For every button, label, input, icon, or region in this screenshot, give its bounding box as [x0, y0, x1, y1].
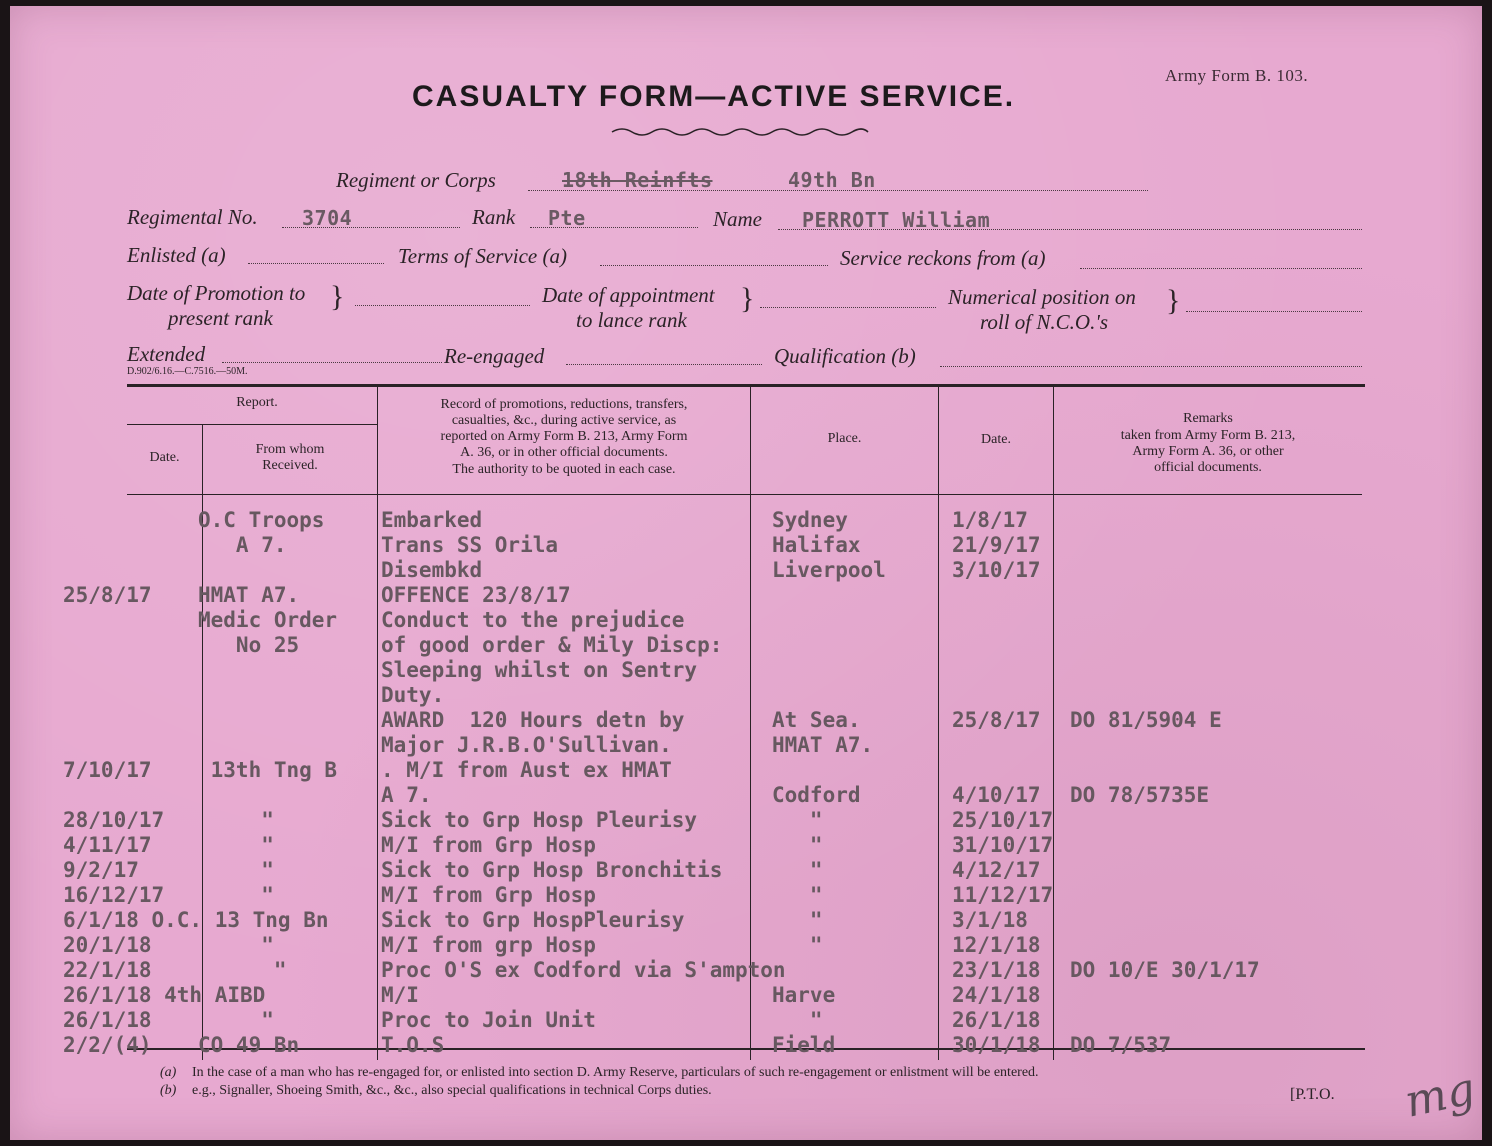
- printer-code: D.902/6.16.—C.7516.—50M.: [127, 366, 248, 377]
- report-date-header: Date.: [149, 450, 180, 465]
- enlisted-label: Enlisted (a): [127, 243, 226, 267]
- appointment-label-line2: to lance rank: [576, 308, 687, 332]
- form-number: Army Form B. 103.: [1165, 66, 1309, 85]
- regimental-no-value: 3704: [302, 206, 353, 230]
- remarks-column: DO 81/5904 E DO 78/5735E DO 10/E 30/1/17 DO 7/537: [1070, 708, 1260, 1057]
- promotion-label-line2: present rank: [168, 306, 273, 330]
- regimental-no-label: Regimental No.: [127, 205, 258, 229]
- regiment-label: Regiment or Corps: [336, 168, 496, 192]
- regiment-struck-value: 18th Reinfts: [562, 168, 713, 192]
- handwritten-initials: mg: [1400, 1063, 1480, 1128]
- date-header: Date.: [981, 432, 1011, 447]
- name-value: PERROTT William: [802, 208, 991, 232]
- date-column: 1/8/17 21/9/17 3/10/17 25/8/17 4/10/17 25/10/17 31/10/17 4/12/17 11/12/17 3/1/18 12/1/18 23/1/18 24/1/18 26/1/18 30/1/18: [952, 508, 1054, 1057]
- remarks-header-line4: official documents.: [1154, 460, 1262, 475]
- from-whom-header-line2: Received.: [262, 458, 318, 473]
- regiment-value: 49th Bn: [788, 168, 876, 192]
- appointment-label-line1: Date of appointment: [542, 283, 715, 307]
- record-column: Embarked Trans SS Orila Disembkd OFFENCE 23/8/17 Conduct to the prejudice of good order & Mily Discp: Sleeping whilst on Sentry Duty. AWARD 120 Hours detn by Major J.R.B.O'Sullivan. . M/I from Aust ex HMAT A 7. Sick to Grp Hosp Pleurisy M/I from Grp Hosp Sick to Grp Hosp Bronchitis M/I from Grp Hosp Sick to Grp HospPleurisy M/I from grp Hosp Proc O'S ex Codford via S'ampton M/I Proc to Join Unit T.O.S: [381, 508, 786, 1057]
- title-flourish: [610, 124, 870, 138]
- service-reckons-label: Service reckons from (a): [840, 246, 1046, 270]
- record-header-line4: A. 36, or in other official documents.: [460, 445, 668, 460]
- numerical-position-label-line1: Numerical position on: [948, 285, 1136, 309]
- rank-label: Rank: [472, 205, 516, 229]
- rank-value: Pte: [548, 206, 586, 230]
- from-whom-header-line1: From whom: [255, 442, 325, 457]
- report-date-column: 25/8/17 7/10/17 28/10/17 4/11/17 9/2/17 16/12/17 6/1/18 O.C. 13 Tng Bn 20/1/18 22/1/18 26/1/18 4th AIBD 26/1/18 2/2/(4): [63, 583, 329, 1057]
- report-header: Report.: [236, 395, 278, 410]
- reengaged-label: Re-engaged: [444, 344, 545, 368]
- footnote-b-mark: (b): [160, 1083, 177, 1098]
- remarks-header-line1: Remarks: [1183, 411, 1233, 426]
- promotion-label-line1: Date of Promotion to: [127, 281, 306, 305]
- extended-label: Extended: [127, 342, 206, 366]
- pto-note: [P.T.O.: [1290, 1086, 1335, 1103]
- name-label: Name: [713, 207, 762, 231]
- remarks-header-line3: Army Form A. 36, or other: [1132, 444, 1284, 459]
- footnote-a-mark: (a): [160, 1065, 177, 1080]
- remarks-header-line2: taken from Army Form B. 213,: [1120, 428, 1296, 443]
- record-header-line3: reported on Army Form B. 213, Army Form: [440, 429, 688, 444]
- from-whom-column: O.C Troops A 7. HMAT A7. Medic Order No 25 13th Tng B " " " " " " " CO 49 Bn: [198, 508, 338, 1057]
- record-header-line5: The authority to be quoted in each case.: [452, 462, 676, 477]
- qualification-label: Qualification (b): [774, 344, 916, 368]
- footnote-b-text: e.g., Signaller, Shoeing Smith, &c., &c., also special qualifications in technical Corps duties.: [192, 1083, 712, 1098]
- record-header-line1: Record of promotions, reductions, transfers,: [440, 397, 688, 412]
- place-column: Sydney Halifax Liverpool At Sea. HMAT A7. Codford " " " " " " Harve " Field: [772, 508, 886, 1057]
- place-header: Place.: [827, 431, 862, 446]
- footnote-a-text: In the case of a man who has re-engaged for, or enlisted into section D. Army Reserve, particulars of such re-engagement or enlistment will be entered.: [192, 1065, 1039, 1080]
- terms-of-service-label: Terms of Service (a): [398, 244, 567, 268]
- record-header-line2: casualties, &c., during active service, as: [451, 413, 677, 428]
- numerical-position-label-line2: roll of N.C.O.'s: [980, 310, 1108, 334]
- form-title: CASUALTY FORM—ACTIVE SERVICE.: [412, 80, 1016, 113]
